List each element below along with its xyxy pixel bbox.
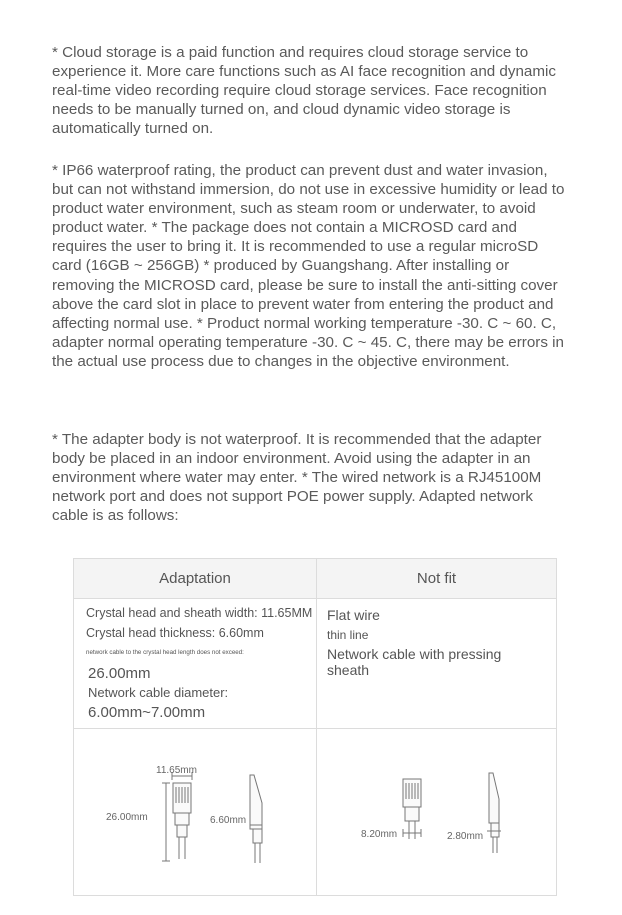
adaptation-length-value: 26.00mm (88, 665, 151, 682)
table-header-row (74, 559, 556, 599)
paragraph-adapter: * The adapter body is not waterproof. It is recommended that the adapter body be placed in an indoor environment. Avoid using the adapter in an environment where water may enter. * The wired network is a RJ45100M network port and does not support POE power supply. Adapted network cable is as follows: (52, 431, 542, 525)
notfit-pressing-sheath-2: sheath (327, 662, 370, 678)
width-label: 11.65mm (156, 765, 197, 776)
rj45-adaptation-diagram (74, 729, 316, 895)
length-label: 26.00mm (106, 812, 148, 823)
paragraph-waterproof: * IP66 waterproof rating, the product can prevent dust and water invasion, but can not withstand immersion, do not use in excessive humidity or lead to product water environment, such as steam room or underwater, to avoid product water. * The package does not contain a MICROSD card and requires the user to bring it. It is recommended to use a regular microSD card (16GB ~ 256GB) * produced by Guangshang. After installing or removing the MICROSD card, please be sure to install the anti-sitting cover above the card slot in place to prevent water from entering the product and affecting normal use. * Product normal working temperature -30. C ~ 60. C, adapter normal operating temperature -30. C ~ 45. C, there may be errors in the actual use process due to changes in the objective environment. (52, 162, 565, 370)
adaptation-diameter-value: 6.00mm~7.00mm (88, 704, 206, 721)
rj45-notfit-diagram (317, 729, 556, 895)
adaptation-length-note: network cable to the crystal head length does not exceed: (86, 649, 244, 656)
header-not-fit: Not fit (416, 570, 457, 587)
adaptation-head-thickness: Crystal head thickness: 6.60mm (86, 626, 264, 640)
notfit-pressing-sheath-1: Network cable with pressing (327, 646, 502, 662)
paragraph-cloud-storage: * Cloud storage is a paid function and requires cloud storage service to experience it. More care functions such as AI face recognition and dynamic real-time video recording require cloud storage services. Face recognition needs to be manually turned on, and cloud dynamic video storage is automatically turned on. (52, 44, 556, 138)
header-adaptation: Adaptation (159, 570, 231, 587)
adaptation-sheath-width: Crystal head and sheath width: 11.65MM (86, 606, 313, 620)
notfit-thin-line: thin line (327, 628, 369, 642)
notfit-thickness-label: 2.80mm (447, 831, 484, 842)
adaptation-diameter-label: Network cable diameter: (88, 685, 229, 700)
notfit-width-label: 8.20mm (361, 829, 398, 840)
notfit-flat-wire: Flat wire (327, 607, 380, 623)
thickness-label: 6.60mm (210, 815, 247, 826)
cable-compatibility-table (73, 558, 557, 896)
